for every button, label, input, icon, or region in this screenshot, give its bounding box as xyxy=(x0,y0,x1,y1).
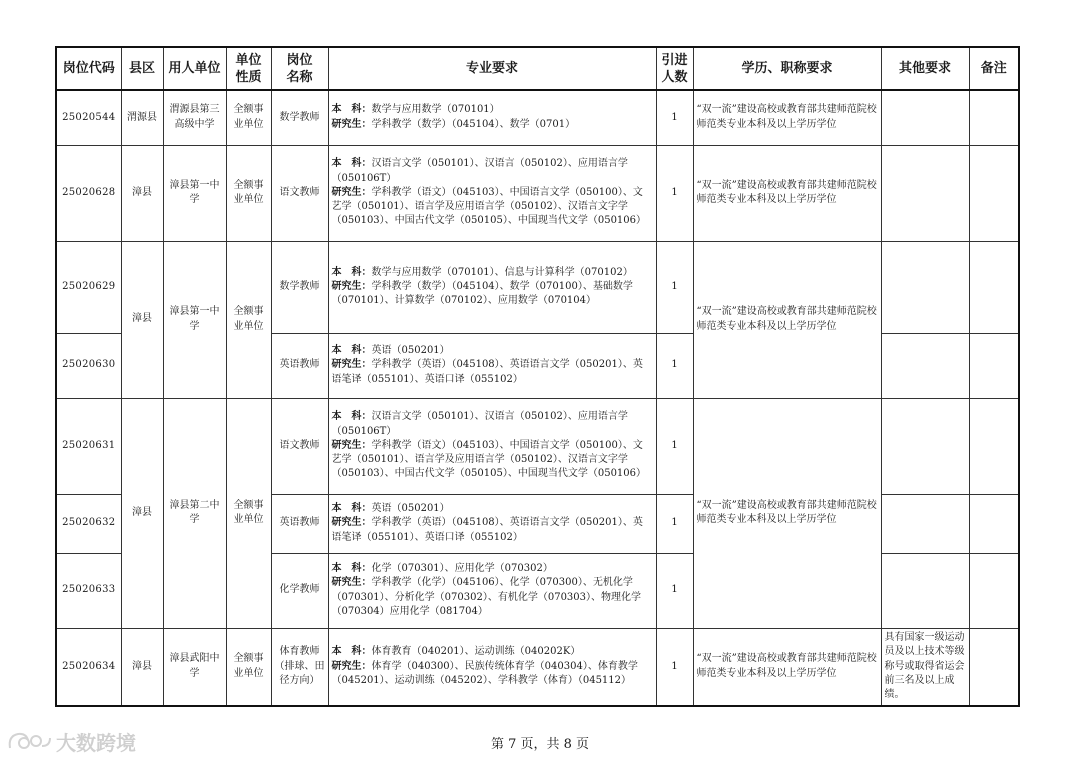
other-requirement xyxy=(881,241,969,333)
header-row xyxy=(56,47,1019,90)
county: 漳县 xyxy=(121,241,163,398)
post-name: 化学教师 xyxy=(271,553,328,628)
major-requirement xyxy=(328,90,656,145)
bachelor-majors: 汉语言文学（050101）、汉语言（050102）、应用语言学（050106T） xyxy=(331,411,628,437)
remarks xyxy=(969,398,1019,494)
major-requirement xyxy=(328,398,656,494)
graduate-label: 研究生： xyxy=(331,517,372,529)
graduate-label: 研究生： xyxy=(331,577,372,589)
graduate-majors: 学科教学（英语）（045108）、英语语言文学（050201）、英语笔译（055101）、英语口译（055102） xyxy=(331,517,643,543)
employer: 渭源县第三高级中学 xyxy=(163,90,226,145)
bachelor-label: 本 科： xyxy=(331,503,372,515)
bachelor-label: 本 科： xyxy=(331,266,372,278)
job-code: 25020628 xyxy=(56,145,121,241)
unit-type: 全额事业单位 xyxy=(226,628,271,706)
watermark xyxy=(6,727,136,756)
header-major: 专业要求 xyxy=(328,47,656,90)
graduate-majors: 学科教学（数学）（045104）、数学（070100）、基础数学（070101）、计算数学（070102）、应用数学（070104） xyxy=(331,280,633,307)
hire-count: 1 xyxy=(656,241,693,333)
post-name: 英语教师 xyxy=(271,494,328,553)
post-name: 英语教师 xyxy=(271,333,328,398)
table-row xyxy=(56,628,1019,706)
header-unit-type: 单位 性质 xyxy=(226,47,271,90)
employer: 漳县武阳中学 xyxy=(163,628,226,706)
header-note: 备注 xyxy=(969,47,1019,90)
unit-type: 全额事业单位 xyxy=(226,398,271,628)
major-requirement xyxy=(328,553,656,628)
bachelor-label: 本 科： xyxy=(331,411,372,423)
graduate-majors: 体育学（040300）、民族传统体育学（040304）、体育教学（045201）、运动训练（045202）、学科教学（体育）（045112） xyxy=(331,660,638,686)
education-requirement: “双一流”建设高校或教育部共建师范院校师范类专业本科及以上学历学位 xyxy=(693,145,881,241)
hire-count: 1 xyxy=(656,553,693,628)
unit-type: 全额事业单位 xyxy=(226,241,271,398)
major-requirement xyxy=(328,494,656,553)
bachelor-label: 本 科： xyxy=(331,562,372,574)
unit-type: 全额事业单位 xyxy=(226,90,271,145)
remarks xyxy=(969,553,1019,628)
other-requirement xyxy=(881,553,969,628)
other-requirement xyxy=(881,398,969,494)
county: 漳县 xyxy=(121,398,163,628)
job-code: 25020544 xyxy=(56,90,121,145)
hire-count: 1 xyxy=(656,398,693,494)
major-requirement xyxy=(328,241,656,333)
bachelor-label: 本 科： xyxy=(331,646,372,658)
hire-count: 1 xyxy=(656,494,693,553)
watermark-logo-icon xyxy=(6,728,54,756)
bachelor-label: 本 科： xyxy=(331,158,372,170)
header-county: 县区 xyxy=(121,47,163,90)
graduate-majors: 学科教学（英语）（045108）、英语语言文学（050201）、英语笔译（055101）、英语口译（055102） xyxy=(331,359,643,385)
remarks xyxy=(969,241,1019,333)
graduate-label: 研究生： xyxy=(331,660,372,672)
post-name: 数学教师 xyxy=(271,90,328,145)
header-other: 其他要求 xyxy=(881,47,969,90)
hire-count: 1 xyxy=(656,145,693,241)
table-row xyxy=(56,145,1019,241)
table-row xyxy=(56,90,1019,145)
job-code: 25020633 xyxy=(56,553,121,628)
job-code: 25020630 xyxy=(56,333,121,398)
graduate-majors: 学科教学（化学）（045106）、化学（070300）、无机化学（070301）、分析化学（070302）、有机化学（070303）、物理化学（070304）应用化学（081704） xyxy=(331,577,642,617)
page-number: 第 7 页，共 8 页 xyxy=(490,737,590,752)
county: 漳县 xyxy=(121,628,163,706)
header-employer: 用人单位 xyxy=(163,47,226,90)
remarks xyxy=(969,494,1019,553)
bachelor-majors: 英语（050201） xyxy=(371,503,450,515)
hire-count: 1 xyxy=(656,333,693,398)
header-count: 引进 人数 xyxy=(656,47,693,90)
other-requirement xyxy=(881,145,969,241)
bachelor-majors: 体育教育（040201）、运动训练（040202K） xyxy=(371,646,581,658)
job-code: 25020632 xyxy=(56,494,121,553)
graduate-majors: 学科教学（语文）（045103）、中国语言文学（050100）、文艺学（050101）、语言学及应用语言学（050102）、汉语言文字学（050103）、中国古代文学（050105）、中国现当代文学（050106） xyxy=(331,186,647,227)
table-row xyxy=(56,241,1019,333)
hire-count: 1 xyxy=(656,628,693,706)
unit-type: 全额事业单位 xyxy=(226,145,271,241)
employer: 漳县第二中学 xyxy=(163,398,226,628)
table-row xyxy=(56,398,1019,494)
other-requirement xyxy=(881,333,969,398)
post-name: 语文教师 xyxy=(271,145,328,241)
graduate-label: 研究生： xyxy=(331,186,372,198)
bachelor-majors: 汉语言文学（050101）、汉语言（050102）、应用语言学（050106T） xyxy=(331,158,628,184)
education-requirement: “双一流”建设高校或教育部共建师范院校师范类专业本科及以上学历学位 xyxy=(693,90,881,145)
remarks xyxy=(969,145,1019,241)
other-requirement xyxy=(881,494,969,553)
major-requirement xyxy=(328,333,656,398)
education-requirement: “双一流”建设高校或教育部共建师范院校师范类专业本科及以上学历学位 xyxy=(693,628,881,706)
graduate-label: 研究生： xyxy=(331,359,372,371)
major-requirement xyxy=(328,628,656,706)
bachelor-majors: 化学（070301）、应用化学（070302） xyxy=(371,562,553,574)
other-requirement: 具有国家一级运动员及以上技术等级称号或取得省运会前三名及以上成绩。 xyxy=(881,628,969,706)
county: 渭源县 xyxy=(121,90,163,145)
bachelor-majors: 英语（050201） xyxy=(371,345,450,357)
bachelor-label: 本 科： xyxy=(331,104,372,116)
header-post: 岗位 名称 xyxy=(271,47,328,90)
graduate-label: 研究生： xyxy=(331,439,372,451)
post-name: 语文教师 xyxy=(271,398,328,494)
job-code: 25020631 xyxy=(56,398,121,494)
header-edu: 学历、职称要求 xyxy=(693,47,881,90)
post-name: 数学教师 xyxy=(271,241,328,333)
job-code: 25020634 xyxy=(56,628,121,706)
job-code: 25020629 xyxy=(56,241,121,333)
education-requirement: “双一流”建设高校或教育部共建师范院校师范类专业本科及以上学历学位 xyxy=(693,241,881,398)
hire-count: 1 xyxy=(656,90,693,145)
major-requirement xyxy=(328,145,656,241)
header-code: 岗位代码 xyxy=(56,47,121,90)
remarks xyxy=(969,628,1019,706)
county: 漳县 xyxy=(121,145,163,241)
bachelor-majors: 数学与应用数学（070101） xyxy=(371,104,500,116)
graduate-label: 研究生： xyxy=(331,280,372,292)
graduate-label: 研究生： xyxy=(331,118,372,130)
education-requirement: “双一流”建设高校或教育部共建师范院校师范类专业本科及以上学历学位 xyxy=(693,398,881,628)
employer: 漳县第一中学 xyxy=(163,145,226,241)
other-requirement xyxy=(881,90,969,145)
bachelor-majors: 数学与应用数学（070101）、信息与计算科学（070102） xyxy=(371,266,633,278)
recruitment-table xyxy=(55,46,1020,707)
watermark-text: 大数跨境 xyxy=(56,731,136,755)
post-name: 体育教师（排球、田径方向） xyxy=(271,628,328,706)
graduate-majors: 学科教学（数学）（045104）、数学（0701） xyxy=(371,118,576,130)
remarks xyxy=(969,90,1019,145)
graduate-majors: 学科教学（语文）（045103）、中国语言文学（050100）、文艺学（050101）、语言学及应用语言学（050102）、汉语言文字学（050103）、中国古代文学（050105）、中国现当代文学（050106） xyxy=(331,439,647,480)
bachelor-label: 本 科： xyxy=(331,345,372,357)
remarks xyxy=(969,333,1019,398)
employer: 漳县第一中学 xyxy=(163,241,226,398)
